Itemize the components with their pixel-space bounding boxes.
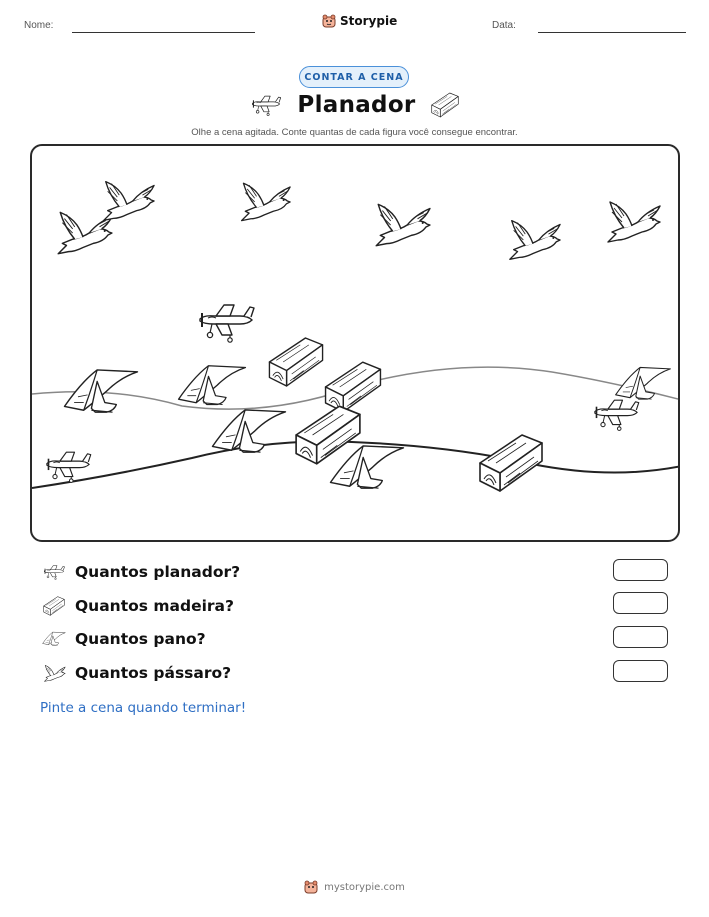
bird-icon [510,221,560,260]
question-text: Quantos pano? [75,630,206,648]
wood-block-icon [42,596,66,616]
brand-logo [322,14,397,28]
hang-glider-icon [65,370,138,412]
hang-glider-icon [179,366,246,405]
storypie-mascot-icon [322,14,336,28]
storypie-mascot-icon [304,880,318,894]
instruction-text: Olhe a cena agitada. Conte quantas de cada figura você consegue encontrar. [191,127,518,138]
page-title: Planador [297,92,416,118]
bird-icon [104,182,154,221]
answer-box-madeira[interactable] [613,592,668,614]
site-url: mystorypie.com [324,881,405,893]
airplane-icon [42,563,66,581]
wood-block-icon [430,92,460,118]
bird-icon [608,202,660,242]
airplane-icon [595,400,639,430]
airplane-icon [47,452,91,482]
question-row [42,560,240,584]
date-line[interactable] [538,32,686,33]
question-row [42,661,231,685]
wood-block-icon [269,338,322,386]
wood-block-icon [326,362,381,412]
scene-panel [30,144,680,542]
brand-name: Storypie [340,14,398,28]
wood-block-icon [296,406,360,464]
bird-icon [242,183,291,220]
question-row [42,627,206,651]
answer-box-pano[interactable] [613,626,668,648]
name-line[interactable] [72,32,255,33]
site-footer [0,880,709,894]
bird-icon [58,212,112,253]
hang-glider-icon [331,446,404,488]
bird-icon [376,204,430,245]
question-row [42,594,234,618]
question-text: Quantos planador? [75,563,241,581]
airplane-icon [249,94,283,116]
hang-glider-icon [213,410,286,452]
airplane-icon [200,305,254,342]
footer-note: Pinte a cena quando terminar! [40,700,247,716]
scene-illustration [32,146,680,542]
activity-badge: CONTAR A CENA [299,66,409,88]
date-label: Data: [492,20,516,31]
question-text: Quantos pássaro? [75,664,232,682]
bird-icon [42,663,66,683]
hang-glider-icon [42,631,66,647]
name-label: Nome: [24,20,54,31]
answer-box-passaro[interactable] [613,660,668,682]
question-text: Quantos madeira? [75,597,235,615]
title-row [0,92,709,118]
wood-block-icon [480,435,542,491]
answer-box-planador[interactable] [613,559,668,581]
